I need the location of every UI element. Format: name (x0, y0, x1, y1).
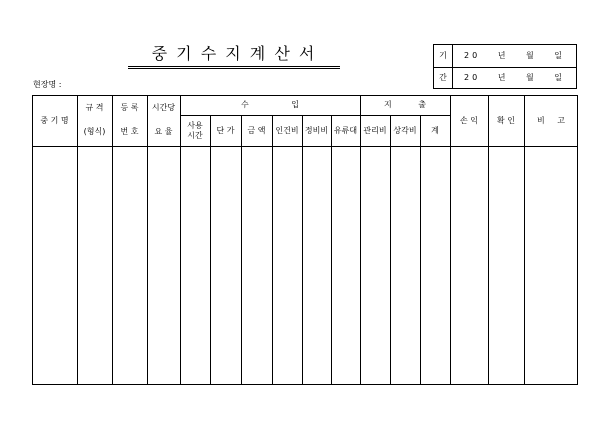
header-remarks: 비 고 (537, 116, 565, 125)
period-end-date[interactable]: 20 년 월 일 (464, 73, 565, 82)
period-box (433, 44, 577, 89)
period-start-date[interactable]: 20 년 월 일 (464, 51, 565, 60)
header-spec: 규 격 (85, 103, 104, 112)
header-fuel-cost: 유류대 (333, 126, 358, 135)
header-registration-number: 번 호 (120, 127, 139, 136)
header-use-time-1: 사용 (187, 121, 203, 130)
header-hourly-rate: 요 율 (154, 127, 173, 136)
header-expense: 지 출 (384, 100, 426, 109)
header-income: 수 입 (241, 100, 299, 109)
header-hourly: 시간당 (151, 103, 176, 112)
header-equipment-name: 중 기 명 (40, 116, 69, 125)
header-unit-price: 단 가 (216, 126, 235, 135)
site-name-label: 현장명 : (33, 80, 62, 89)
title-underline-2 (128, 68, 340, 69)
header-amount: 금 액 (247, 126, 266, 135)
header-management-cost: 관리비 (363, 126, 387, 135)
header-profit-loss: 손 익 (460, 116, 478, 125)
header-maintenance-cost: 정비비 (304, 126, 329, 135)
period-row-start (434, 45, 576, 68)
header-use-time-2: 시간 (187, 131, 203, 140)
period-label-top: 기 (434, 45, 453, 67)
ledger-table (32, 95, 578, 385)
title-underline (128, 66, 340, 67)
header-registration: 등 록 (120, 103, 139, 112)
header-labor-cost: 인건비 (275, 126, 299, 135)
header-confirmation: 확 인 (497, 116, 515, 125)
period-row-end (434, 67, 576, 89)
ledger-grid (32, 95, 578, 385)
period-label-bottom: 간 (434, 67, 453, 89)
page-title: 중 기 수 지 계 산 서 (151, 44, 317, 63)
header-total: 계 (431, 126, 439, 135)
header-spec-type: (형식) (83, 127, 106, 136)
header-depreciation: 상각비 (393, 126, 417, 135)
